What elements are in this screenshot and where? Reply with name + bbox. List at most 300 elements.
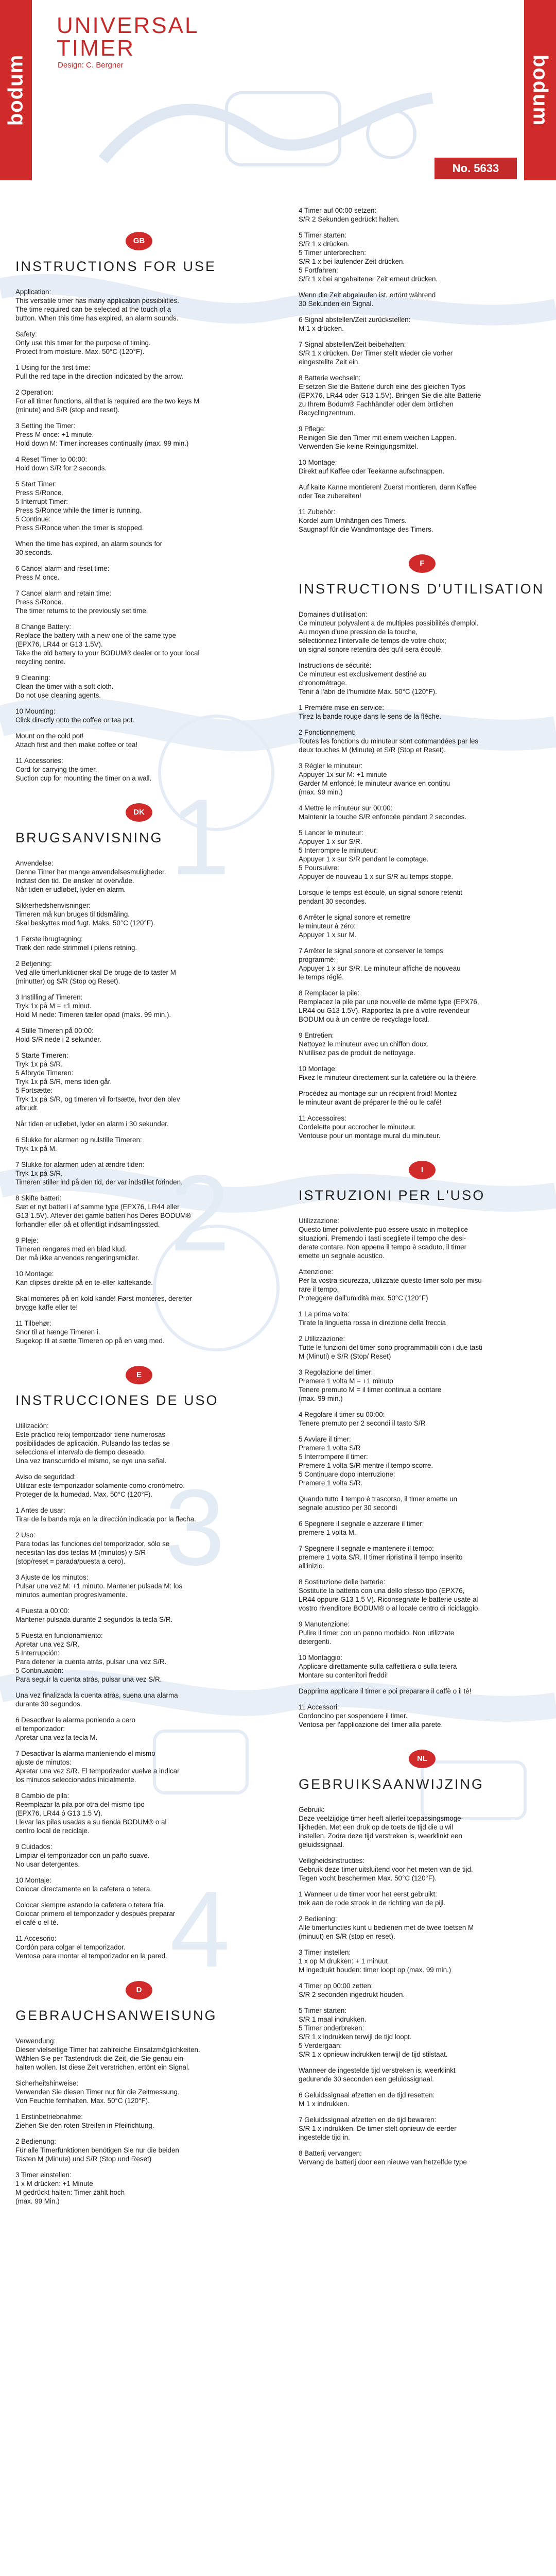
watermark-digit-4: 4 — [170, 1869, 230, 1990]
instruction-item — [15, 1472, 263, 1499]
section-title: INSTRUCTIONS D'UTILISATION — [299, 581, 545, 597]
instruction-item — [15, 1120, 263, 1128]
section-title: ISTRUZIONI PER L'USO — [299, 1188, 485, 1203]
instruction-item — [15, 388, 263, 414]
instruction-text: Für alle Timerfunktionen benötigen Sie nur die beiden Tasten M (Minute) und S/R (Stop und Reset) — [15, 2146, 179, 2163]
instruction-text: Procédez au montage sur un récipient froid! Montez le minuteur avant de préparer le thé ou le café! — [299, 1090, 457, 1106]
instruction-text: Utilizar este temporizador solamente como cronómetro. Proteger de la humedad. Max. 50°C (120°F). — [15, 1482, 185, 1498]
instruction-heading: 1 Wanneer u de timer voor het eerst gebruikt: — [299, 1890, 437, 1898]
brand-name: bodum — [529, 54, 552, 126]
instruction-item — [299, 761, 546, 796]
instruction-heading: 11 Accesorio: — [15, 1935, 57, 1942]
instruction-heading: 10 Montage: — [299, 459, 337, 466]
instruction-heading: 4 Regolare il timer su 00:00: — [299, 1411, 385, 1418]
section-title: GEBRAUCHSANWEISUNG — [15, 2008, 217, 2023]
instruction-heading: 3 Setting the Timer: — [15, 422, 76, 430]
instruction-text: Tryk 1x på M = +1 minut. Hold M nede: Timeren tæller opad (maks. 99 min.). — [15, 1002, 171, 1019]
language-badge: D — [126, 1981, 152, 1999]
instruction-heading: Veiligheidsinstructies: — [299, 1857, 365, 1865]
instruction-text: trek aan de rode strook in de richting van de pijl. — [299, 1899, 446, 1907]
instruction-text: Mantener pulsada durante 2 segundos la tecla S/R. — [15, 1616, 173, 1623]
instruction-text: Tirate la linguetta rossa in direzione della freccia — [299, 1319, 446, 1327]
instruction-heading: 7 Signal abstellen/Zeit beibehalten: — [299, 341, 406, 348]
instruction-heading: 4 Reset Timer to 00:00: — [15, 455, 88, 463]
instruction-text: premere 1 volta M. — [299, 1529, 356, 1536]
instruction-item — [299, 1981, 546, 1999]
instruction-item — [15, 564, 263, 582]
section-continued — [299, 206, 546, 534]
instruction-item — [299, 1856, 546, 1883]
instruction-heading: 6 Desactivar la alarma poniendo a cero el temporizador: — [15, 1716, 135, 1733]
instruction-text: Clean the timer with a soft cloth. Do not use cleaning agents. — [15, 683, 114, 699]
section-gb — [15, 232, 263, 783]
instruction-heading: 8 Change Battery: — [15, 623, 71, 631]
instruction-item — [299, 946, 546, 981]
instruction-text: Quando tutto il tempo è trascorso, il timer emette un segnale acustico per 30 secondi — [299, 1495, 458, 1512]
instruction-text: Reemplazar la pila por otra del mismo tipo (EPX76, LR44 ó G13 1.5 V). Llevar las pilas usadas a su tienda BODUM® o al centro local de reciclaje. — [15, 1801, 167, 1835]
instruction-text: Pulire il timer con un panno morbido. Non utilizzate detergenti. — [299, 1629, 455, 1646]
instruction-item — [299, 703, 546, 721]
instruction-heading: 3 Timer instellen: — [299, 1948, 351, 1956]
instruction-heading: 6 Arrêter le signal sonore et remettre le minuteur à zéro: — [299, 913, 411, 930]
instruction-heading: 6 Slukke for alarmen og nulstille Timeren: — [15, 1136, 142, 1144]
brand-logo-right — [524, 0, 556, 180]
instruction-heading: 7 Cancel alarm and retain time: — [15, 589, 112, 597]
instruction-text: Wenn die Zeit abgelaufen ist, ertönt während 30 Sekunden ein Signal. — [299, 291, 436, 308]
timer-illustration — [72, 77, 484, 180]
instruction-text: Tirez la bande rouge dans le sens de la flèche. — [299, 713, 442, 720]
instruction-heading: 2 Uso: — [15, 1531, 36, 1539]
instruction-item — [299, 728, 546, 754]
instruction-item — [15, 756, 263, 783]
language-badge: GB — [126, 232, 152, 250]
instruction-item — [15, 455, 263, 472]
instruction-item — [15, 1901, 263, 1927]
instruction-heading: Gebruik: — [299, 1806, 325, 1814]
instruction-text: Deze veelzijdige timer heeft allerlei toepassingsmoge- lijkheden. Met een druk op de toets de tijd die u wil instellen. Zodra deze tijd verstreken is, weerklinkt een geluidssignaal. — [299, 1815, 464, 1849]
instruction-heading: Sicherheitshinweise: — [15, 2079, 79, 2087]
instruction-item — [15, 1026, 263, 1044]
instruction-heading: 3 Regolazione del timer: — [299, 1368, 373, 1376]
instruction-heading: 3 Instilling af Timeren: — [15, 993, 83, 1001]
instruction-text: Apretar una vez S/R. El temporizador vuelve a indicar los minutos seleccionados inicialmente. — [15, 1767, 180, 1784]
instruction-heading: 8 Batterie wechseln: — [299, 374, 361, 382]
instruction-item — [299, 2006, 546, 2059]
instruction-text: Ved alle timerfunktioner skal De bruge de to taster M (minutter) og S/R (Stop og Reset). — [15, 969, 176, 985]
instruction-item — [15, 2137, 263, 2163]
instruction-text: Mount on the cold pot! Attach first and then make coffee or tea! — [15, 732, 138, 749]
section-title: INSTRUCTIONS FOR USE — [15, 259, 217, 274]
instruction-heading: 7 Geluidssignaal afzetten en de tijd bewaren: — [299, 2116, 437, 2124]
instruction-heading: 5 Starte Timeren: — [15, 1052, 68, 1059]
instruction-item — [15, 1842, 263, 1869]
instruction-item — [15, 287, 263, 323]
instruction-heading: 4 Puesta a 00:00: — [15, 1607, 70, 1615]
instruction-heading: Utilizzazione: — [299, 1217, 339, 1225]
instruction-heading: 9 Entretien: — [299, 1031, 334, 1039]
instruction-item — [299, 1805, 546, 1849]
instruction-heading: Instructions de sécurité: — [299, 662, 372, 669]
instruction-item — [299, 1578, 546, 1613]
instruction-heading: 4 Timer op 00:00 zetten: — [299, 1982, 373, 1990]
instruction-text: When the time has expired, an alarm sounds for 30 seconds. — [15, 540, 163, 556]
instruction-heading: 11 Tilbehør: — [15, 1319, 51, 1327]
instruction-heading: 8 Remplacer la pile: — [299, 989, 360, 997]
section-e — [15, 1366, 263, 1960]
instruction-heading: Anvendelse: — [15, 859, 54, 867]
instruction-heading: 2 Fonctionnement: — [299, 728, 356, 736]
instruction-heading: 6 Spegnere il segnale e azzerare il timer: — [299, 1520, 424, 1528]
instruction-item — [299, 425, 546, 451]
instruction-text: M 1 x indrukken. — [299, 2100, 350, 2108]
instruction-text: S/R 1 x indrukken. De timer stelt opnieuw de eerder ingestelde tijd in. — [299, 2125, 457, 2141]
instruction-item — [299, 828, 546, 881]
instruction-text: Pulsar una vez M: +1 minuto. Mantener pulsada M: los minutos aumentan progresivamente. — [15, 1582, 183, 1599]
instruction-item — [15, 1421, 263, 1465]
instruction-heading: Application: — [15, 288, 51, 296]
language-badge: E — [126, 1366, 152, 1384]
instruction-item — [299, 913, 546, 939]
instruction-text: premere 1 volta S/R. Il timer ripristina il tempo inserito all'inizio. — [299, 1553, 463, 1570]
instruction-text: Hold S/R nede i 2 sekunder. — [15, 1036, 101, 1043]
instruction-text: Snor til at hænge Timeren i. Sugekop til at sætte Timeren op på en væg med. — [15, 1328, 165, 1345]
instruction-text: Premere 1 volta M = +1 minuto Tenere premuto M = il timer continua a contare (max. 99 min.) — [299, 1377, 442, 1402]
instruction-item — [299, 2066, 546, 2083]
instruction-text: Reinigen Sie den Timer mit einem weichen Lappen. Verwenden Sie keine Reinigungsmittel. — [299, 434, 456, 450]
instruction-item — [15, 622, 263, 666]
instruction-text: Direkt auf Kaffee oder Teekanne aufschnappen. — [299, 467, 445, 475]
language-badge: DK — [126, 803, 152, 822]
instruction-item — [15, 480, 263, 532]
instruction-item — [299, 1031, 546, 1057]
instruction-text: Appuyer 1 x sur S/R. 5 Interrompre le minuteur: Appuyer 1 x sur S/R pendant le comptage. 5 Poursuivre: Appuyer de nouveau 1 x sur S/R au temps stoppé. — [299, 838, 453, 880]
instruction-item — [15, 1876, 263, 1893]
instruction-heading: 6 Cancel alarm and reset time: — [15, 565, 110, 572]
instruction-heading: 9 Cuidados: — [15, 1843, 53, 1851]
model-number-badge: No. 5633 — [435, 158, 517, 179]
instruction-item — [299, 1114, 546, 1140]
instruction-text: Limpiar el temporizador con un paño suave. No usar detergentes. — [15, 1852, 150, 1868]
instruction-item — [15, 1573, 263, 1599]
instruction-text: Hold down S/R for 2 seconds. — [15, 464, 107, 472]
instruction-item — [299, 1435, 546, 1487]
left-column — [15, 232, 263, 2213]
instruction-text: Kan clipses direkte på en te-eller kaffekande. — [15, 1279, 153, 1286]
instruction-text: Auf kalte Kanne montieren! Zuerst montieren, dann Kaffee oder Tee zubereiten! — [299, 483, 477, 500]
instruction-heading: 7 Spegnere il segnale e mantenere il tempo: — [299, 1545, 434, 1552]
instruction-heading: 11 Accessori: — [299, 1703, 339, 1711]
section-dk — [15, 803, 263, 1345]
instruction-item — [15, 673, 263, 700]
instruction-item — [15, 1319, 263, 1345]
instruction-text: Colocar siempre estando la cafetera o tetera fría. Colocar primero el temporizador y después preparar el café o el té. — [15, 1901, 176, 1926]
instruction-text: For all timer functions, all that is required are the two keys M (minute) and S/R (stop and reset). — [15, 397, 200, 414]
instruction-text: Per la vostra sicurezza, utilizzate questo timer solo per misu- rare il tempo. Proteggere dall'umidità max. 50°C (120°F) — [299, 1277, 484, 1302]
instruction-text: Alle timerfuncties kunt u bedienen met de twee toetsen M (minuut) en S/R (stop en reset). — [299, 1924, 474, 1940]
instruction-text: Tryk 1x på S/R. 5 Afbryde Timeren: Tryk 1x på S/R, mens tiden går. 5 Fortsætte: Tryk 1x på S/R, og timeren vil fortsætte, hvor den blev afbrudt. — [15, 1060, 180, 1112]
section-title: INSTRUCCIONES DE USO — [15, 1393, 219, 1408]
instruction-item — [15, 1506, 263, 1523]
instruction-item — [15, 421, 263, 448]
brand-logo-left — [0, 0, 32, 180]
instruction-text: Ersetzen Sie die Batterie durch eine des gleichen Typs (EPX76, LR44 oder G13 1.5V). Bringen Sie die alte Batterie zu Ihrem Bodum® Fachhändler oder dem örtlichen Recyclingzentrum. — [299, 383, 481, 417]
instruction-heading: 10 Montaggio: — [299, 1654, 342, 1662]
instruction-text: Appuyer 1 x sur S/R. Le minuteur affiche de nouveau le temps réglé. — [299, 964, 461, 981]
instruction-text: Press S/Ronce. 5 Interrupt Timer: Press S/Ronce while the timer is running. 5 Continue: Press S/Ronce when the timer is stopped. — [15, 489, 144, 532]
instruction-item — [299, 1653, 546, 1680]
instruction-item — [299, 804, 546, 821]
instruction-text: Dieser vielseitige Timer hat zahlreiche Einsatzmöglichkeiten. Wählen Sie per Tastendruck die Zeit, die Sie genau ein- halten wollen. Ist diese Zeit verstrichen, ertönt ein Signal. — [15, 2046, 200, 2071]
instruction-heading: 5 Timer starten: — [299, 2007, 347, 2014]
instruction-item — [15, 2079, 263, 2105]
instruction-item — [15, 330, 263, 356]
instruction-text: Skal monteres på en kold kande! Først monteres, derefter brygge kaffe eller te! — [15, 1295, 193, 1311]
instruction-item — [299, 2149, 546, 2166]
instruction-heading: Utilización: — [15, 1422, 49, 1430]
instruction-heading: 9 Pleje: — [15, 1236, 39, 1244]
instruction-heading: 5 Avviare il timer: — [299, 1435, 351, 1443]
section-f — [299, 554, 546, 1140]
instruction-text: S/R 1 x drücken. 5 Timer unterbrechen: S/R 1 x bei laufender Zeit drücken. 5 Fortfahren: S/R 1 x bei angehaltener Zeit erneut drücken. — [299, 240, 438, 283]
instruction-text: Timeren rengøres med en blød klud. Der må ikke anvendes rengøringsmidler. — [15, 1245, 140, 1262]
instruction-heading: 1 Première mise en service: — [299, 704, 384, 711]
instruction-item — [15, 1194, 263, 1229]
instruction-text: Tenere premuto per 2 secondi il tasto S/R — [299, 1419, 426, 1427]
instruction-heading: 9 Manutenzione: — [299, 1620, 350, 1628]
instruction-text: Tryk 1x på M. — [15, 1145, 57, 1153]
instruction-item — [15, 993, 263, 1019]
instruction-text: Gebruik deze timer uitsluitend voor het meten van de tijd. Tegen vocht beschermen Max. 50°C (120°F). — [299, 1866, 473, 1882]
instruction-item — [299, 661, 546, 696]
instruction-item — [299, 1310, 546, 1327]
instruction-text: Fixez le minuteur directement sur la cafetière ou la théière. — [299, 1074, 478, 1081]
instruction-heading: 1 Erstinbetriebnahme: — [15, 2113, 83, 2121]
instruction-item — [15, 539, 263, 557]
instruction-text: Cordoncino per sospendere il timer. Ventosa per l'applicazione del timer alla parete. — [299, 1712, 443, 1728]
instruction-heading: Attenzione: — [299, 1268, 333, 1276]
instruction-text: Tutte le funzioni del timer sono programmabili con i due tasti M (Minuti) e S/R (Stop/ Reset) — [299, 1344, 482, 1360]
instruction-heading: 3 Ajuste de los minutos: — [15, 1573, 89, 1581]
instruction-heading: 3 Régler le minuteur: — [299, 762, 363, 770]
instruction-heading: Domaines d'utilisation: — [299, 611, 368, 618]
instruction-item — [299, 1089, 546, 1107]
instruction-heading: 11 Accessoires: — [299, 1114, 346, 1122]
instruction-item — [299, 1914, 546, 1941]
instruction-heading: 3 Timer einstellen: — [15, 2171, 72, 2179]
instruction-item — [299, 1064, 546, 1082]
instruction-item — [15, 707, 263, 724]
instruction-text: S/R 1 x drücken. Der Timer stellt wieder die vorher eingestellte Zeit ein. — [299, 349, 453, 366]
product-designer: Design: C. Bergner — [58, 61, 124, 70]
instruction-item — [299, 458, 546, 476]
instruction-text: Vervang de batterij door een nieuwe van hetzelfde type — [299, 2158, 467, 2166]
instruction-heading: 5 Timer starten: — [299, 231, 347, 239]
instruction-item — [299, 1519, 546, 1537]
instruction-text: Para todas las funciones del temporizador, sólo se necesitan las dos teclas M (minutos) y S/R (stop/reset = parada/puesta a cero). — [15, 1540, 170, 1565]
instruction-item — [15, 1749, 263, 1784]
instruction-item — [15, 1236, 263, 1262]
instruction-item — [299, 888, 546, 906]
instruction-text: Ce minuteur polyvalent a de multiples possibilités d'emploi. Au moyen d'une pression de la touche, sélectionnez l'intervalle de temps de votre choix; un signal sonore retentira dès qu'il sera écoulé. — [299, 619, 479, 653]
instruction-text: This versatile timer has many application possibilities. The time required can be selected at the touch of a button. When this time has expired, an alarm sounds. — [15, 297, 179, 322]
instruction-item — [299, 1703, 546, 1729]
instruction-text: 1 x M drücken: +1 Minute M gedrückt halten: Timer zählt hoch (max. 99 Min.) — [15, 2180, 125, 2205]
instruction-text: Sæt et nyt batteri i af samme type (EPX76, LR44 eller G13 1.5V). Aflever det gamle batteri hos Deres BODUM® forhandler eller på et offentligt indsamlingssted. — [15, 1203, 192, 1228]
instruction-text: Replace the battery with a new one of the same type (EPX76, LR44 or G13 1.5V). Take the old battery to your BODUM® dealer or to your local recycling centre. — [15, 632, 200, 666]
instruction-heading: 1 La prima volta: — [299, 1310, 350, 1318]
instruction-item — [299, 340, 546, 366]
instruction-text: Kordel zum Umhängen des Timers. Saugnapf für die Wandmontage des Timers. — [299, 517, 433, 533]
instruction-text: Una vez finalizada la cuenta atrás, suena una alarma durante 30 segundos. — [15, 1691, 178, 1708]
instruction-text: Questo timer polivalente può essere usato in molteplice situazioni. Premendo i tasti scegliete il tempo che desi- derate contare. Non appena il tempo è scaduto, il timer emette un segnale acustico. — [299, 1226, 468, 1260]
instruction-heading: 6 Geluidssignaal afzetten en de tijd resetten: — [299, 2091, 435, 2099]
instruction-heading: 2 Bedienung: — [15, 2138, 56, 2145]
instruction-item — [299, 1267, 546, 1302]
instruction-text: M 1 x drücken. — [299, 325, 344, 332]
instruction-text: S/R 1 maal indrukken. 5 Timer onderbreken: S/R 1 x indrukken terwijl de tijd loopt. 5 Verdergaan: S/R 1 x opnieuw indrukken terwijl de tijd stilstaat. — [299, 2015, 448, 2058]
watermark-digit-2: 2 — [170, 1153, 230, 1274]
instruction-text: Press M once. — [15, 573, 60, 581]
language-badge: NL — [409, 1750, 436, 1768]
section-title: GEBRUIKSAANWIJZING — [299, 1776, 484, 1792]
instruction-heading: 10 Montage: — [299, 1065, 337, 1073]
instruction-heading: 2 Utilizzazione: — [299, 1335, 345, 1343]
instruction-heading: 1 Using for the first time: — [15, 364, 91, 371]
instruction-item — [15, 901, 263, 927]
instruction-item — [299, 315, 546, 333]
instruction-text: Lorsque le temps est écoulé, un signal sonore retentit pendant 30 secondes. — [299, 889, 462, 905]
instruction-item — [299, 989, 546, 1024]
instruction-heading: 11 Accessories: — [15, 757, 63, 765]
instruction-heading: 1 Første ibrugtagning: — [15, 935, 83, 943]
instruction-item — [15, 2037, 263, 2072]
instruction-text: Appuyer 1 x sur M. — [299, 931, 357, 939]
instruction-text: S/R 2 seconden ingedrukt houden. — [299, 1991, 405, 1998]
instruction-text: Only use this timer for the purpose of timing. Protect from moisture. Max. 50°C (120°F). — [15, 339, 151, 355]
instruction-text: Pull the red tape in the direction indicated by the arrow. — [15, 372, 184, 380]
instruction-item — [299, 2115, 546, 2142]
instruction-heading: 5 Lancer le minuteur: — [299, 829, 363, 837]
instruction-text: Ce minuteur est exclusivement destiné au chronométrage. Tenir à l'abri de l'humidité Max. 50°C (120°F). — [299, 670, 437, 696]
instruction-item — [15, 363, 263, 381]
section-title: BRUGSANVISNING — [15, 830, 163, 845]
instruction-item — [299, 507, 546, 534]
instruction-text: Verwenden Sie diesen Timer nur für die Zeitmessung. Von Feuchte fernhalten. Max. 50°C (120°F). — [15, 2088, 180, 2105]
section-nl — [299, 1750, 546, 2166]
section-d — [15, 1981, 263, 2206]
instruction-text: Tryk 1x på S/R. Timeren stiller ind på den tid, der var indstillet forinden. — [15, 1170, 183, 1186]
instruction-item — [15, 1791, 263, 1835]
instruction-heading: 8 Batterij vervangen: — [299, 2149, 362, 2157]
instruction-heading: 4 Timer auf 00:00 setzen: — [299, 207, 377, 214]
instruction-text: Apretar una vez S/R. 5 Interrupción: Para detener la cuenta atrás, pulsar una vez S/R. 5 Continuación: Para seguir la cuenta atrás, pulsar una vez S/R. — [15, 1640, 167, 1683]
instruction-item — [299, 1334, 546, 1361]
instruction-text: Click directly onto the coffee or tea pot. — [15, 716, 135, 724]
instruction-item — [299, 1544, 546, 1570]
instruction-text: Applicare direttamente sulla caffettiera o sulla teiera Montare su contenitori freddi! — [299, 1663, 457, 1679]
instruction-heading: 8 Skifte batteri: — [15, 1194, 62, 1202]
instruction-item — [15, 1691, 263, 1708]
instruction-heading: Safety: — [15, 330, 37, 338]
instruction-item — [299, 1368, 546, 1403]
instruction-text: Press M once: +1 minute. Hold down M: Timer increases continually (max. 99 min.) — [15, 431, 189, 447]
instruction-text: Tirar de la banda roja en la dirección indicada por la flecha. — [15, 1515, 196, 1523]
instruction-item — [15, 935, 263, 952]
instruction-heading: 5 Puesta en funcionamiento: — [15, 1632, 103, 1639]
instruction-text: Premere 1 volta S/R 5 Interrompere il timer: Premere 1 volta S/R mentre il tempo scorre. 5 Continuare dopo interruzione: Premere 1 volta S/R. — [299, 1444, 433, 1487]
language-badge: I — [409, 1161, 436, 1179]
instruction-text: Appuyer 1x sur M: +1 minute Garder M enfoncé: le minuteur avance en continu (max. 99 min.) — [299, 771, 450, 796]
instruction-item — [15, 2112, 263, 2130]
instruction-item — [299, 231, 546, 283]
watermark-digit-3: 3 — [165, 1467, 225, 1588]
instruction-heading: 1 Antes de usar: — [15, 1506, 65, 1514]
instruction-item — [299, 1687, 546, 1696]
instruction-heading: 10 Montaje: — [15, 1876, 51, 1884]
instruction-text: Når tiden er udløbet, lyder en alarm i 30 sekunder. — [15, 1120, 169, 1128]
instruction-text: Cord for carrying the timer. Suction cup for mounting the timer on a wall. — [15, 766, 152, 782]
instruction-heading: 4 Mettre le minuteur sur 00:00: — [299, 804, 393, 812]
instruction-text: Cordelette pour accrocher le minuteur. Ventouse pour un montage mural du minuteur. — [299, 1123, 441, 1140]
section-i — [299, 1161, 546, 1729]
instruction-item — [15, 589, 263, 615]
instruction-text: Colocar directamente en la cafetera o tetera. — [15, 1885, 152, 1893]
instruction-text: 1 x op M drukken: + 1 minuut M ingedrukt houden: timer loopt op (max. 99 min.) — [299, 1957, 451, 1974]
instruction-item — [299, 1890, 546, 1907]
instruction-item — [15, 732, 263, 749]
instruction-heading: 2 Operation: — [15, 388, 54, 396]
instruction-heading: 10 Mounting: — [15, 707, 56, 715]
instruction-text: Nettoyez le minuteur avec un chiffon doux. N'utilisez pas de produit de nettoyage. — [299, 1040, 429, 1057]
instruction-item — [15, 1531, 263, 1566]
instruction-heading: 2 Betjening: — [15, 960, 52, 968]
instruction-item — [15, 1051, 263, 1112]
instruction-heading: 8 Sostituzione delle batterie: — [299, 1578, 386, 1586]
instruction-item — [15, 1160, 263, 1187]
product-title-line2: TIMER — [57, 36, 135, 61]
instruction-heading: 11 Zubehör: — [299, 508, 336, 516]
brand-name: bodum — [4, 54, 27, 126]
instruction-item — [299, 610, 546, 654]
instruction-heading: 7 Slukke for alarmen uden at ændre tiden: — [15, 1161, 145, 1168]
instruction-text: Denne Timer har mange anvendelsesmuligheder. Indtast den tid. De ønsker at overvåde. Når tiden er udløbet, lyder en alarm. — [15, 868, 166, 893]
instruction-text: Timeren må kun bruges til tidsmåling. Skal beskyttes mod fugt. Maks. 50°C (120°F). — [15, 910, 155, 927]
instruction-text: Wanneer de ingestelde tijd verstreken is, weerklinkt gedurende 30 seconden een geluidssignaal. — [299, 2066, 456, 2083]
instruction-heading: 10 Montage: — [15, 1270, 54, 1278]
instruction-item — [299, 1410, 546, 1428]
instruction-item — [15, 1606, 263, 1624]
instruction-item — [15, 959, 263, 986]
instruction-item — [299, 483, 546, 500]
instruction-heading: 5 Start Timer: — [15, 480, 57, 488]
instruction-item — [299, 1620, 546, 1646]
instruction-text: Cordón para colgar el temporizador. Ventosa para montar el temporizador en la pared. — [15, 1943, 167, 1960]
instruction-item — [15, 1631, 263, 1684]
instruction-item — [15, 1716, 263, 1742]
watermark-digit-1: 1 — [170, 776, 230, 897]
product-title-line1: UNIVERSAL — [57, 13, 199, 38]
instruction-text: Toutes les fonctions du minuteur sont commandées par les deux touches M (Minute) et S/R (Stop et Reset). — [299, 737, 479, 754]
instruction-item — [15, 1269, 263, 1287]
instruction-text: Maintenir la touche S/R enfoncée pendant 2 secondes. — [299, 813, 467, 821]
instruction-text: Træk den røde strimmel i pilens retning. — [15, 944, 137, 952]
instruction-item — [299, 291, 546, 308]
instruction-text: S/R 2 Sekunden gedrückt halten. — [299, 215, 400, 223]
instruction-heading: 7 Desactivar la alarma manteniendo el mismo ajuste de minutos: — [15, 1750, 155, 1766]
instruction-heading: 9 Cleaning: — [15, 674, 50, 682]
instruction-heading: Aviso de seguridad: — [15, 1473, 76, 1481]
instruction-item — [299, 1216, 546, 1260]
